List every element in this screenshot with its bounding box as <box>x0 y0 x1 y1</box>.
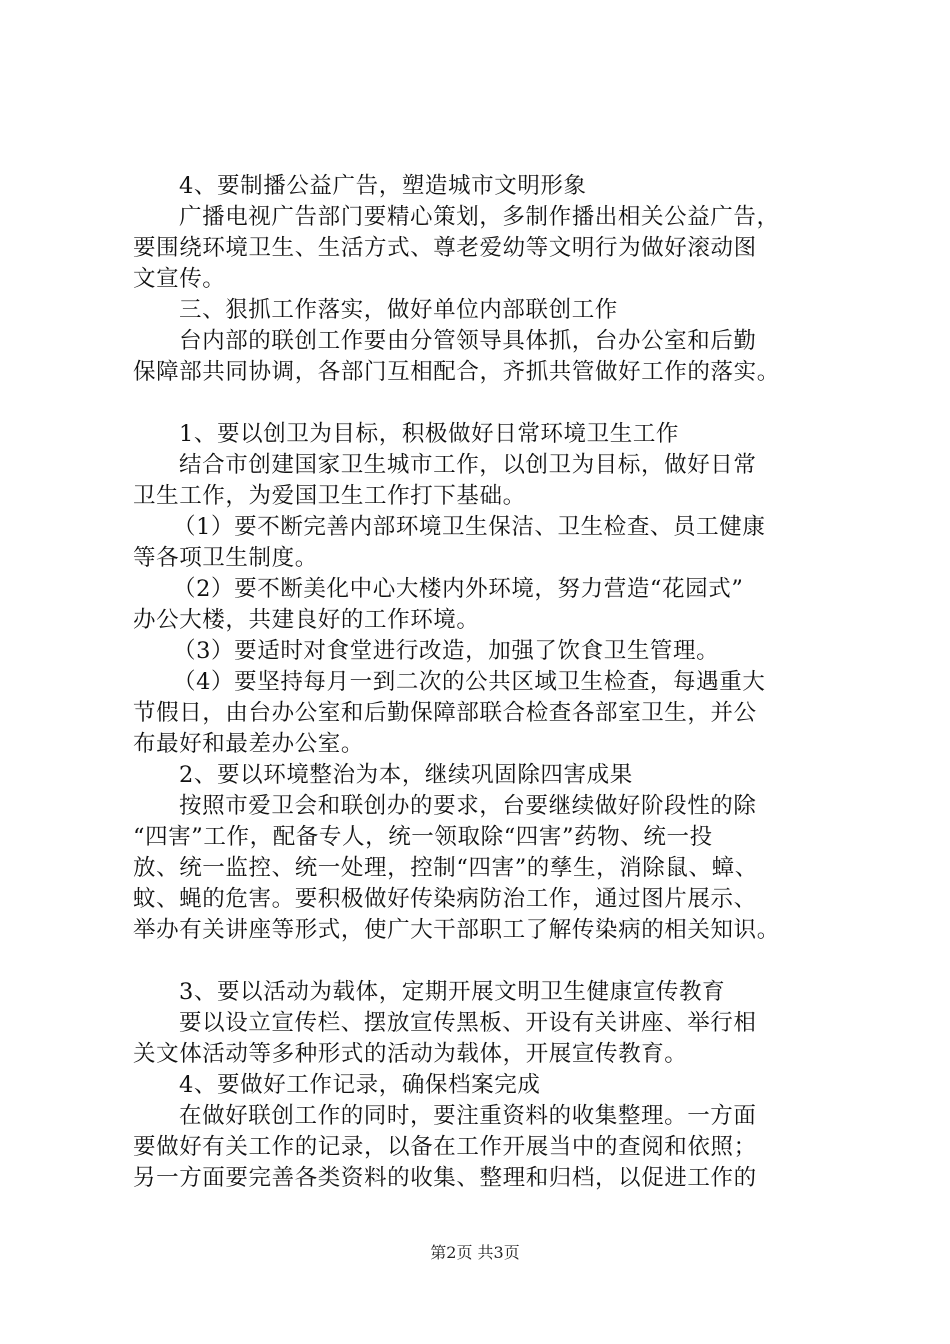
paragraph-line: 台内部的联创工作要由分管领导具体抓，台办公室和后勤 <box>179 328 757 354</box>
paragraph-line: 要围绕环境卫生、生活方式、尊老爱幼等文明行为做好滚动图 <box>133 235 757 261</box>
paragraph-line: 放、统一监控、统一处理，控制“四害”的孳生，消除鼠、蟑、 <box>133 855 758 881</box>
paragraph-line: 在做好联创工作的同时，要注重资料的收集整理。一方面 <box>179 1103 757 1129</box>
paragraph-line: 关文体活动等多种形式的活动为载体，开展宣传教育。 <box>133 1041 688 1067</box>
paragraph-line: 另一方面要完善各类资料的收集、整理和归档，以促进工作的 <box>133 1165 757 1191</box>
paragraph-line: 等各项卫生制度。 <box>133 545 318 571</box>
paragraph-gap <box>133 388 833 419</box>
paragraph-line: 要以设立宣传栏、摆放宣传黑板、开设有关讲座、举行相 <box>179 1010 757 1036</box>
paragraph-line: 布最好和最差办公室。 <box>133 731 365 757</box>
section-heading: 4、要做好工作记录，确保档案完成 <box>179 1072 541 1098</box>
page-number-footer: 第2页 共3页 <box>430 1243 520 1262</box>
section-heading: 4、要制播公益广告，塑造城市文明形象 <box>179 173 587 199</box>
list-item-line: （1）要不断完善内部环境卫生保洁、卫生检查、员工健康 <box>173 514 766 540</box>
paragraph-line: 蚊、蝇的危害。要积极做好传染病防治工作，通过图片展示、 <box>133 886 757 912</box>
list-item-line: （2）要不断美化中心大楼内外环境，努力营造“花园式” <box>173 576 744 602</box>
paragraph-line: 卫生工作，为爱国卫生工作打下基础。 <box>133 483 526 509</box>
paragraph-line: 要做好有关工作的记录，以备在工作开展当中的查阅和依照； <box>133 1134 757 1160</box>
paragraph-line: 广播电视广告部门要精心策划，多制作播出相关公益广告， <box>179 204 780 230</box>
section-heading: 3、要以活动为载体，定期开展文明卫生健康宣传教育 <box>179 979 726 1005</box>
section-heading: 2、要以环境整治为本，继续巩固除四害成果 <box>179 762 633 788</box>
paragraph-line: 节假日，由台办公室和后勤保障部联合检查各部室卫生，并公 <box>133 700 757 726</box>
paragraph-line: “四害”工作，配备专人，统一领取除“四害”药物、统一投 <box>133 824 713 850</box>
section-heading: 三、狠抓工作落实，做好单位内部联创工作 <box>179 297 618 323</box>
paragraph-line: 举办有关讲座等形式，使广大干部职工了解传染病的相关知识。 <box>133 917 780 943</box>
section-heading: 1、要以创卫为目标，积极做好日常环境卫生工作 <box>179 421 680 447</box>
paragraph-gap <box>133 946 833 977</box>
paragraph-line: 按照市爱卫会和联创办的要求，台要继续做好阶段性的除 <box>179 793 757 819</box>
list-item-line: （4）要坚持每月一到二次的公共区域卫生检查，每遇重大 <box>173 669 766 695</box>
paragraph-line: 保障部共同协调，各部门互相配合，齐抓共管做好工作的落实。 <box>133 359 780 385</box>
paragraph-line: 文宣传。 <box>133 266 226 292</box>
document-body <box>133 171 833 1194</box>
list-item-line: （3）要适时对食堂进行改造，加强了饮食卫生管理。 <box>173 638 720 664</box>
paragraph-line: 结合市创建国家卫生城市工作，以创卫为目标，做好日常 <box>179 452 757 478</box>
paragraph-line: 办公大楼，共建良好的工作环境。 <box>133 607 480 633</box>
